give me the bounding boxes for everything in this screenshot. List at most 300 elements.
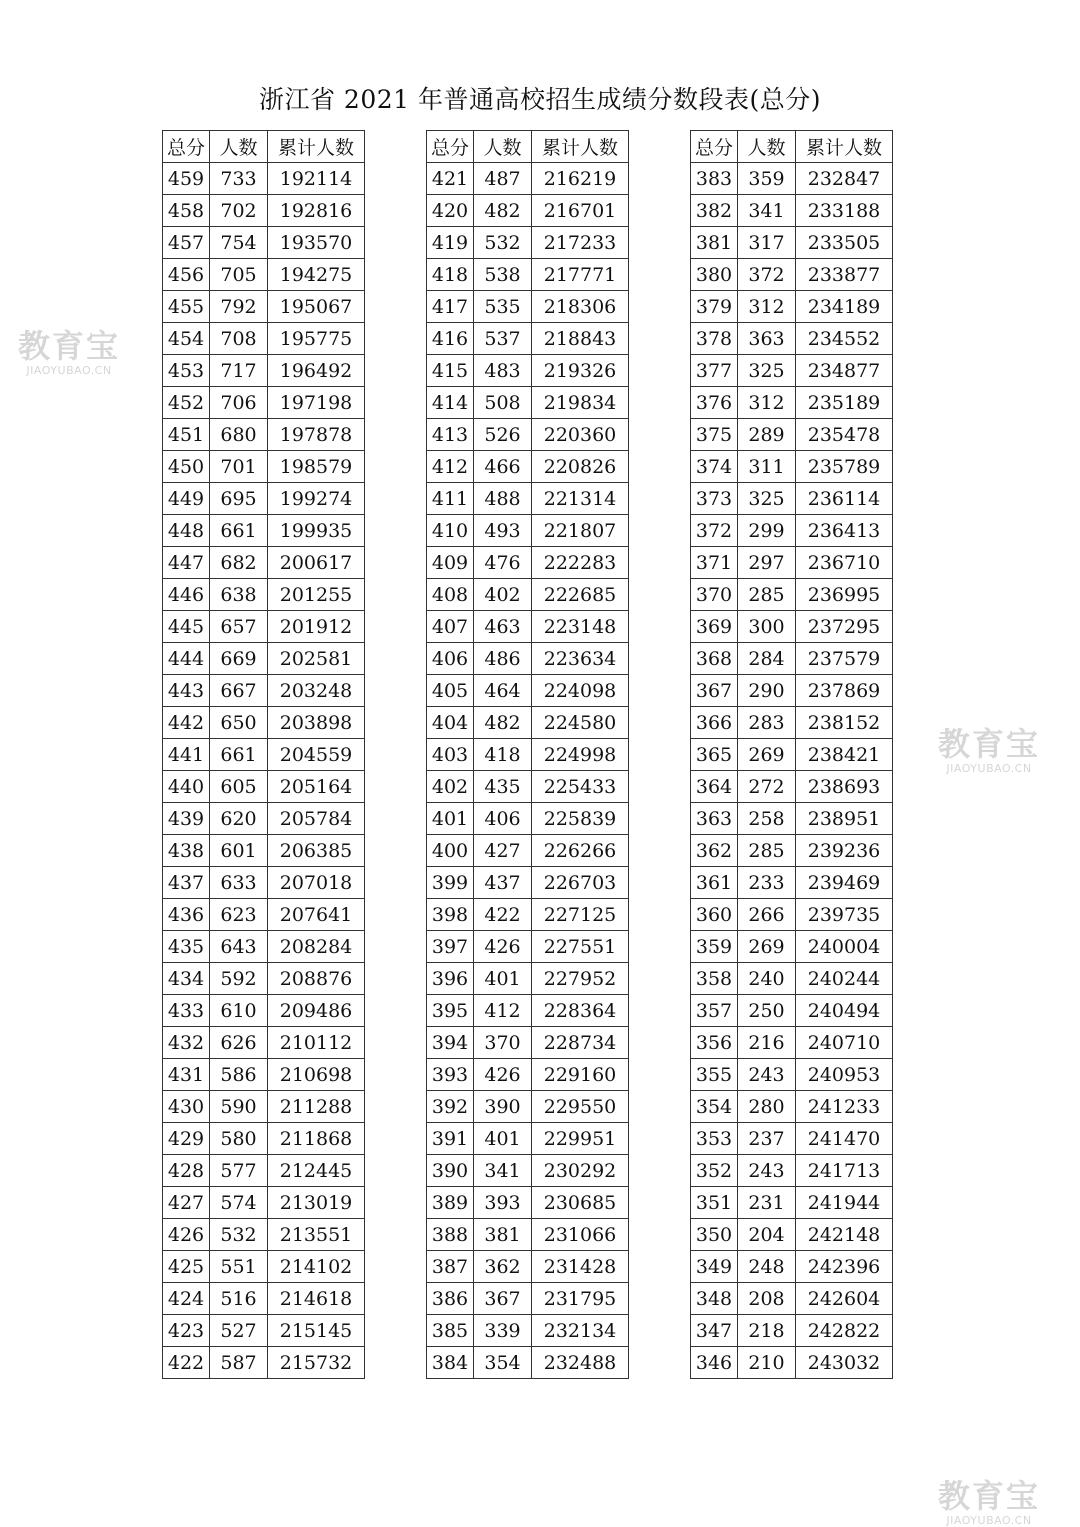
cell-count: 535	[474, 291, 532, 323]
cell-total-score: 435	[163, 931, 210, 963]
cell-count: 706	[210, 387, 268, 419]
cell-cumulative: 210698	[268, 1059, 365, 1091]
cell-count: 702	[210, 195, 268, 227]
cell-total-score: 430	[163, 1091, 210, 1123]
cell-cumulative: 199935	[268, 515, 365, 547]
cell-cumulative: 236710	[796, 547, 893, 579]
cell-total-score: 348	[691, 1283, 738, 1315]
cell-total-score: 389	[427, 1187, 474, 1219]
table-row	[427, 739, 629, 771]
cell-count: 705	[210, 259, 268, 291]
cell-total-score: 427	[163, 1187, 210, 1219]
cell-count: 250	[738, 995, 796, 1027]
cell-cumulative: 226703	[532, 867, 629, 899]
table-row	[427, 931, 629, 963]
cell-count: 284	[738, 643, 796, 675]
cell-total-score: 386	[427, 1283, 474, 1315]
cell-count: 233	[738, 867, 796, 899]
cell-total-score: 365	[691, 739, 738, 771]
cell-count: 266	[738, 899, 796, 931]
cell-count: 402	[474, 579, 532, 611]
table-row	[163, 867, 365, 899]
cell-count: 269	[738, 931, 796, 963]
cell-cumulative: 234189	[796, 291, 893, 323]
table-row	[691, 739, 893, 771]
table-row	[691, 835, 893, 867]
table-row	[427, 1347, 629, 1379]
cell-cumulative: 216219	[532, 163, 629, 195]
cell-count: 300	[738, 611, 796, 643]
cell-count: 532	[210, 1219, 268, 1251]
cell-total-score: 455	[163, 291, 210, 323]
table-row	[691, 1251, 893, 1283]
cell-cumulative: 197198	[268, 387, 365, 419]
cell-cumulative: 225839	[532, 803, 629, 835]
score-table-1	[162, 130, 365, 1379]
cell-cumulative: 239236	[796, 835, 893, 867]
cell-total-score: 441	[163, 739, 210, 771]
cell-total-score: 346	[691, 1347, 738, 1379]
cell-count: 269	[738, 739, 796, 771]
cell-total-score: 410	[427, 515, 474, 547]
table-row	[427, 707, 629, 739]
table-row	[163, 579, 365, 611]
cell-count: 526	[474, 419, 532, 451]
cell-cumulative: 221314	[532, 483, 629, 515]
cell-cumulative: 224580	[532, 707, 629, 739]
table-row	[691, 1059, 893, 1091]
table-row	[163, 515, 365, 547]
cell-cumulative: 235189	[796, 387, 893, 419]
cell-total-score: 442	[163, 707, 210, 739]
cell-total-score: 415	[427, 355, 474, 387]
cell-total-score: 450	[163, 451, 210, 483]
cell-count: 643	[210, 931, 268, 963]
cell-cumulative: 241470	[796, 1123, 893, 1155]
table-row	[691, 803, 893, 835]
table-row	[691, 227, 893, 259]
cell-cumulative: 230292	[532, 1155, 629, 1187]
cell-total-score: 358	[691, 963, 738, 995]
cell-cumulative: 200617	[268, 547, 365, 579]
header-count: 人数	[738, 131, 796, 163]
cell-cumulative: 201255	[268, 579, 365, 611]
cell-count: 633	[210, 867, 268, 899]
table-row	[427, 1187, 629, 1219]
table-row	[163, 1187, 365, 1219]
table-row	[427, 355, 629, 387]
cell-cumulative: 192114	[268, 163, 365, 195]
table-row	[163, 163, 365, 195]
cell-total-score: 404	[427, 707, 474, 739]
cell-cumulative: 235478	[796, 419, 893, 451]
cell-count: 390	[474, 1091, 532, 1123]
cell-count: 426	[474, 931, 532, 963]
cell-cumulative: 219834	[532, 387, 629, 419]
table-row	[691, 675, 893, 707]
cell-cumulative: 229160	[532, 1059, 629, 1091]
table-row	[691, 1187, 893, 1219]
cell-cumulative: 212445	[268, 1155, 365, 1187]
table-row	[163, 1123, 365, 1155]
cell-total-score: 413	[427, 419, 474, 451]
table-row	[163, 195, 365, 227]
cell-total-score: 452	[163, 387, 210, 419]
cell-cumulative: 242148	[796, 1219, 893, 1251]
cell-cumulative: 234877	[796, 355, 893, 387]
cell-cumulative: 217771	[532, 259, 629, 291]
cell-count: 532	[474, 227, 532, 259]
cell-total-score: 401	[427, 803, 474, 835]
cell-cumulative: 225433	[532, 771, 629, 803]
table-row	[691, 483, 893, 515]
cell-count: 401	[474, 1123, 532, 1155]
cell-count: 363	[738, 323, 796, 355]
cell-cumulative: 233505	[796, 227, 893, 259]
cell-total-score: 439	[163, 803, 210, 835]
cell-total-score: 420	[427, 195, 474, 227]
table-row	[163, 291, 365, 323]
cell-count: 381	[474, 1219, 532, 1251]
cell-cumulative: 231066	[532, 1219, 629, 1251]
cell-cumulative: 192816	[268, 195, 365, 227]
watermark-url: JIAOYUBAO.CN	[946, 762, 1032, 775]
cell-total-score: 363	[691, 803, 738, 835]
cell-count: 372	[738, 259, 796, 291]
cell-cumulative: 216701	[532, 195, 629, 227]
cell-total-score: 360	[691, 899, 738, 931]
cell-cumulative: 243032	[796, 1347, 893, 1379]
cell-cumulative: 220826	[532, 451, 629, 483]
cell-total-score: 378	[691, 323, 738, 355]
cell-count: 312	[738, 291, 796, 323]
cell-total-score: 347	[691, 1315, 738, 1347]
cell-cumulative: 223634	[532, 643, 629, 675]
cell-total-score: 370	[691, 579, 738, 611]
table-row	[427, 483, 629, 515]
cell-total-score: 443	[163, 675, 210, 707]
cell-cumulative: 218306	[532, 291, 629, 323]
cell-total-score: 424	[163, 1283, 210, 1315]
cell-total-score: 447	[163, 547, 210, 579]
cell-count: 680	[210, 419, 268, 451]
cell-count: 283	[738, 707, 796, 739]
cell-count: 418	[474, 739, 532, 771]
cell-cumulative: 238421	[796, 739, 893, 771]
table-row	[427, 899, 629, 931]
cell-cumulative: 240953	[796, 1059, 893, 1091]
cell-total-score: 357	[691, 995, 738, 1027]
cell-total-score: 459	[163, 163, 210, 195]
cell-total-score: 359	[691, 931, 738, 963]
table-row	[427, 259, 629, 291]
cell-total-score: 381	[691, 227, 738, 259]
cell-cumulative: 222283	[532, 547, 629, 579]
cell-count: 325	[738, 483, 796, 515]
cell-cumulative: 218843	[532, 323, 629, 355]
table-row	[163, 227, 365, 259]
cell-total-score: 456	[163, 259, 210, 291]
cell-total-score: 405	[427, 675, 474, 707]
table-row	[427, 995, 629, 1027]
cell-cumulative: 201912	[268, 611, 365, 643]
cell-cumulative: 232488	[532, 1347, 629, 1379]
cell-count: 620	[210, 803, 268, 835]
table-row	[163, 931, 365, 963]
cell-cumulative: 233188	[796, 195, 893, 227]
cell-total-score: 394	[427, 1027, 474, 1059]
cell-cumulative: 238951	[796, 803, 893, 835]
cell-count: 412	[474, 995, 532, 1027]
cell-total-score: 453	[163, 355, 210, 387]
table-row	[163, 1283, 365, 1315]
cell-count: 435	[474, 771, 532, 803]
cell-count: 299	[738, 515, 796, 547]
cell-cumulative: 224098	[532, 675, 629, 707]
header-count: 人数	[474, 131, 532, 163]
page-title: 浙江省 2021 年普通高校招生成绩分数段表(总分)	[258, 85, 822, 114]
cell-count: 708	[210, 323, 268, 355]
cell-cumulative: 217233	[532, 227, 629, 259]
table-header-row	[427, 131, 629, 163]
cell-count: 516	[210, 1283, 268, 1315]
cell-total-score: 362	[691, 835, 738, 867]
cell-cumulative: 229550	[532, 1091, 629, 1123]
table-row	[163, 1059, 365, 1091]
cell-cumulative: 215145	[268, 1315, 365, 1347]
cell-cumulative: 195067	[268, 291, 365, 323]
header-total-score: 总分	[163, 131, 210, 163]
cell-count: 667	[210, 675, 268, 707]
cell-count: 733	[210, 163, 268, 195]
cell-total-score: 369	[691, 611, 738, 643]
cell-total-score: 449	[163, 483, 210, 515]
cell-cumulative: 238152	[796, 707, 893, 739]
table-row	[427, 1219, 629, 1251]
cell-cumulative: 203248	[268, 675, 365, 707]
cell-cumulative: 239735	[796, 899, 893, 931]
table-row	[163, 675, 365, 707]
table-row	[691, 515, 893, 547]
table-row	[427, 1155, 629, 1187]
cell-total-score: 364	[691, 771, 738, 803]
cell-count: 204	[738, 1219, 796, 1251]
table-row	[691, 771, 893, 803]
cell-cumulative: 229951	[532, 1123, 629, 1155]
cell-total-score: 433	[163, 995, 210, 1027]
table-row	[427, 1251, 629, 1283]
cell-total-score: 354	[691, 1091, 738, 1123]
watermark-url: JIAOYUBAO.CN	[946, 1514, 1032, 1527]
cell-count: 285	[738, 579, 796, 611]
table-row	[163, 483, 365, 515]
cell-total-score: 379	[691, 291, 738, 323]
cell-total-score: 368	[691, 643, 738, 675]
cell-count: 587	[210, 1347, 268, 1379]
table-row	[163, 707, 365, 739]
cell-cumulative: 202581	[268, 643, 365, 675]
cell-cumulative: 211868	[268, 1123, 365, 1155]
cell-count: 580	[210, 1123, 268, 1155]
cell-total-score: 412	[427, 451, 474, 483]
cell-total-score: 376	[691, 387, 738, 419]
cell-cumulative: 240494	[796, 995, 893, 1027]
table-header-row	[691, 131, 893, 163]
cell-total-score: 418	[427, 259, 474, 291]
cell-cumulative: 236114	[796, 483, 893, 515]
cell-cumulative: 220360	[532, 419, 629, 451]
cell-cumulative: 223148	[532, 611, 629, 643]
table-row	[691, 1347, 893, 1379]
cell-count: 682	[210, 547, 268, 579]
table-row	[691, 707, 893, 739]
table-row	[691, 387, 893, 419]
cell-cumulative: 240004	[796, 931, 893, 963]
cell-count: 427	[474, 835, 532, 867]
table-row	[691, 867, 893, 899]
table-row	[691, 163, 893, 195]
cell-count: 487	[474, 163, 532, 195]
cell-total-score: 400	[427, 835, 474, 867]
table-row	[427, 387, 629, 419]
table-row	[163, 1091, 365, 1123]
cell-total-score: 385	[427, 1315, 474, 1347]
table-row	[427, 291, 629, 323]
cell-total-score: 428	[163, 1155, 210, 1187]
table-row	[427, 195, 629, 227]
cell-count: 754	[210, 227, 268, 259]
cell-count: 669	[210, 643, 268, 675]
table-row	[163, 259, 365, 291]
cell-total-score: 361	[691, 867, 738, 899]
cell-count: 280	[738, 1091, 796, 1123]
cell-cumulative: 227551	[532, 931, 629, 963]
cell-total-score: 406	[427, 643, 474, 675]
cell-cumulative: 207018	[268, 867, 365, 899]
cell-cumulative: 228364	[532, 995, 629, 1027]
table-row	[691, 323, 893, 355]
cell-cumulative: 241713	[796, 1155, 893, 1187]
table-row	[163, 835, 365, 867]
table-row	[427, 611, 629, 643]
cell-count: 592	[210, 963, 268, 995]
cell-cumulative: 224998	[532, 739, 629, 771]
table-row	[691, 419, 893, 451]
table-row	[691, 195, 893, 227]
cell-cumulative: 214618	[268, 1283, 365, 1315]
table-row	[163, 963, 365, 995]
cell-count: 370	[474, 1027, 532, 1059]
cell-count: 623	[210, 899, 268, 931]
cell-cumulative: 234552	[796, 323, 893, 355]
cell-total-score: 444	[163, 643, 210, 675]
cell-count: 657	[210, 611, 268, 643]
cell-count: 354	[474, 1347, 532, 1379]
table-row	[163, 1347, 365, 1379]
cell-count: 488	[474, 483, 532, 515]
cell-cumulative: 235789	[796, 451, 893, 483]
cell-cumulative: 207641	[268, 899, 365, 931]
cell-cumulative: 227125	[532, 899, 629, 931]
table-row	[691, 547, 893, 579]
cell-total-score: 383	[691, 163, 738, 195]
cell-count: 231	[738, 1187, 796, 1219]
table-row	[427, 675, 629, 707]
cell-cumulative: 242396	[796, 1251, 893, 1283]
cell-cumulative: 227952	[532, 963, 629, 995]
watermark-logo	[938, 1477, 1041, 1527]
cell-cumulative: 240244	[796, 963, 893, 995]
cell-count: 551	[210, 1251, 268, 1283]
cell-total-score: 425	[163, 1251, 210, 1283]
cell-count: 393	[474, 1187, 532, 1219]
watermark-text: 教育宝	[938, 1477, 1041, 1515]
header-total-score: 总分	[691, 131, 738, 163]
table-row	[163, 547, 365, 579]
cell-cumulative: 237295	[796, 611, 893, 643]
watermark-text: 教育宝	[938, 725, 1041, 763]
table-row	[427, 835, 629, 867]
table-row	[427, 803, 629, 835]
cell-count: 426	[474, 1059, 532, 1091]
cell-count: 359	[738, 163, 796, 195]
cell-count: 216	[738, 1027, 796, 1059]
table-row	[427, 163, 629, 195]
cell-cumulative: 239469	[796, 867, 893, 899]
cell-total-score: 377	[691, 355, 738, 387]
cell-cumulative: 230685	[532, 1187, 629, 1219]
cell-count: 482	[474, 707, 532, 739]
cell-count: 610	[210, 995, 268, 1027]
cell-count: 482	[474, 195, 532, 227]
cell-total-score: 399	[427, 867, 474, 899]
cell-count: 317	[738, 227, 796, 259]
cell-total-score: 417	[427, 291, 474, 323]
cell-total-score: 396	[427, 963, 474, 995]
cell-count: 590	[210, 1091, 268, 1123]
table-row	[691, 995, 893, 1027]
cell-count: 464	[474, 675, 532, 707]
table-row	[163, 643, 365, 675]
table-row	[163, 739, 365, 771]
table-row	[427, 1283, 629, 1315]
cell-total-score: 416	[427, 323, 474, 355]
table-row	[691, 1123, 893, 1155]
cell-count: 258	[738, 803, 796, 835]
cell-count: 476	[474, 547, 532, 579]
cell-cumulative: 195775	[268, 323, 365, 355]
table-row	[691, 579, 893, 611]
cell-total-score: 454	[163, 323, 210, 355]
cell-total-score: 419	[427, 227, 474, 259]
table-row	[163, 1251, 365, 1283]
cell-total-score: 431	[163, 1059, 210, 1091]
cell-cumulative: 193570	[268, 227, 365, 259]
table-row	[427, 1315, 629, 1347]
cell-total-score: 355	[691, 1059, 738, 1091]
table-row	[691, 291, 893, 323]
cell-cumulative: 213551	[268, 1219, 365, 1251]
cell-count: 401	[474, 963, 532, 995]
cell-total-score: 351	[691, 1187, 738, 1219]
cell-total-score: 445	[163, 611, 210, 643]
table-row	[427, 643, 629, 675]
cell-count: 341	[474, 1155, 532, 1187]
cell-count: 367	[474, 1283, 532, 1315]
cell-total-score: 380	[691, 259, 738, 291]
header-cumulative: 累计人数	[268, 131, 365, 163]
table-row	[691, 899, 893, 931]
